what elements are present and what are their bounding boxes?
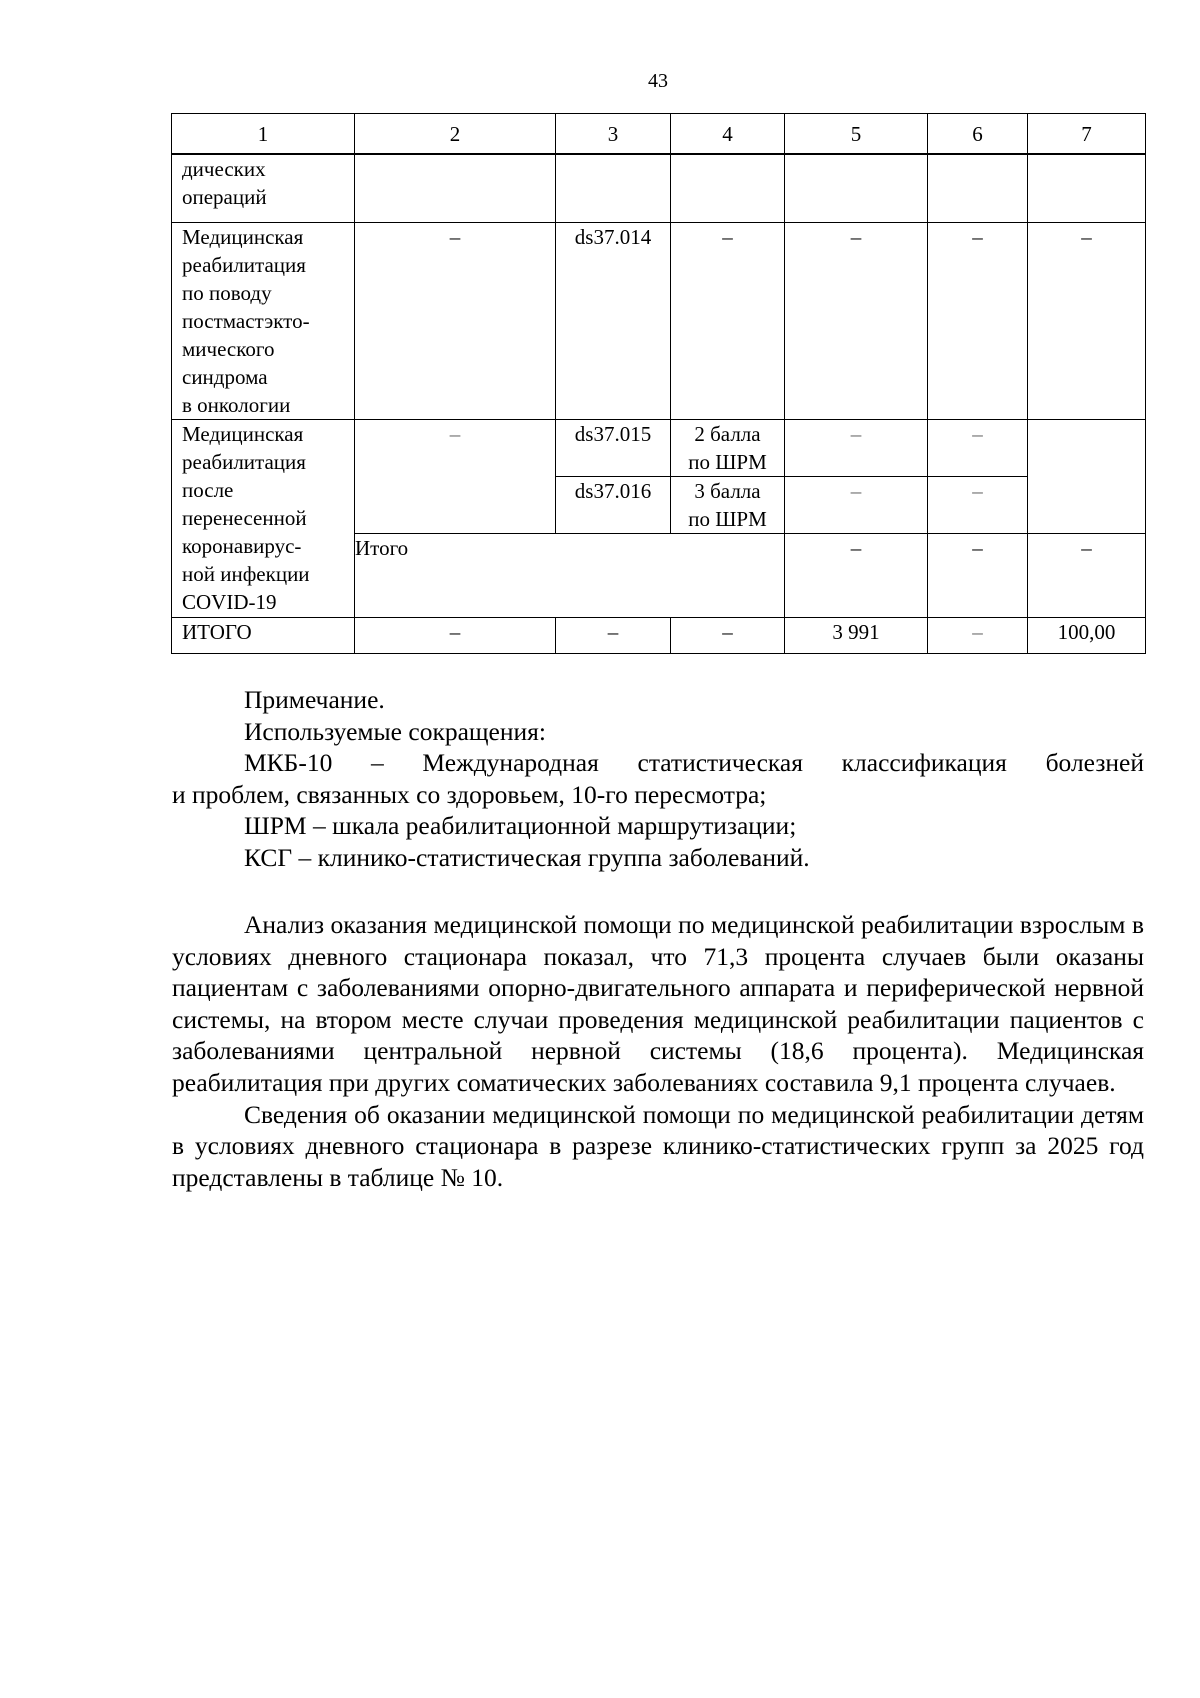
table-cell [355,154,556,222]
table-cell: – [785,533,928,617]
notes-subtitle: Используемые сокращения: [244,716,546,746]
table-cell [1028,154,1146,222]
table-cell: ds37.014 [556,222,671,419]
table-cell: – [355,617,556,653]
table-cell: – [928,419,1028,476]
header-cell: 4 [671,114,785,155]
analysis-paragraph: Анализ оказания медицинской помощи по медицинской реабилитации взрослым в условиях дневного стационара показал, что 71,3 процента случаев были оказаны пациентам с заболеваниями опорно-двигательного аппарата и периферической нервной системы, на втором месте случаи проведения медицинской реабилитации пациентов с заболеваниями центральной нервной системы (18,6 процента). Медицинская реабилитация при других соматических заболеваниях составила 9,1 процента случаев. [172,910,1144,1097]
table-cell: ds37.016 [556,476,671,533]
notes-section [172,684,1144,874]
header-cell: 2 [355,114,556,155]
statistics-table [171,113,1146,654]
header-cell: 6 [928,114,1028,155]
table-cell: – [928,533,1028,617]
notes-title: Примечание. [244,685,385,714]
table-row-total [172,617,1146,653]
table-header-row [172,114,1146,155]
table-cell: – [785,476,928,533]
note-ksg: КСГ – клинико-статистическая группа заболеваний. [244,842,810,872]
table-cell [928,154,1028,222]
subtotal-label: Итого [355,533,785,617]
table-cell: – [928,617,1028,653]
row-label: Медицинская реабилитация после перенесенной коронавирус- ной инфекции COVID-19 [172,419,355,617]
table-cell [671,154,785,222]
table-cell: – [355,419,556,533]
table-cell: ds37.015 [556,419,671,476]
analysis-section [172,909,1144,1193]
row-label: Медицинская реабилитация по поводу постмастэкто- мического синдрома в онкологии [172,222,355,419]
table-row [172,419,1146,476]
note-mkb-line1: МКБ-10 – Международная статистическая классификация болезней [244,748,1144,778]
table-cell: – [556,617,671,653]
table-cell: – [1028,222,1146,419]
table-row [172,154,1146,222]
table-cell: – [928,476,1028,533]
page-number: 43 [648,70,668,92]
header-cell: 7 [1028,114,1146,155]
analysis-paragraph: Сведения об оказании медицинской помощи по медицинской реабилитации детям в условиях дневного стационара в разрезе клинико-статистических групп за 2025 год представлены в таблице № 10. [172,1099,1144,1192]
note-shrm: ШРМ – шкала реабилитационной маршрутизации; [244,811,797,841]
table-row [172,222,1146,419]
table-cell: – [355,222,556,419]
table-cell [1028,419,1146,533]
table-cell [556,154,671,222]
header-cell: 5 [785,114,928,155]
row-label: ИТОГО [172,617,355,653]
table-cell: – [785,222,928,419]
table-cell: 2 балла по ШРМ [671,419,785,476]
table-cell: – [785,419,928,476]
table-cell [785,154,928,222]
table-cell: 3 991 [785,617,928,653]
table-cell: – [1028,533,1146,617]
row-label: дических операций [172,154,355,222]
table-cell: 100,00 [1028,617,1146,653]
note-mkb-line2: и проблем, связанных со здоровьем, 10-го пересмотра; [172,779,767,809]
header-cell: 3 [556,114,671,155]
table-cell: 3 балла по ШРМ [671,476,785,533]
table-cell: – [671,222,785,419]
header-cell: 1 [172,114,355,155]
table-cell: – [928,222,1028,419]
table-cell: – [671,617,785,653]
